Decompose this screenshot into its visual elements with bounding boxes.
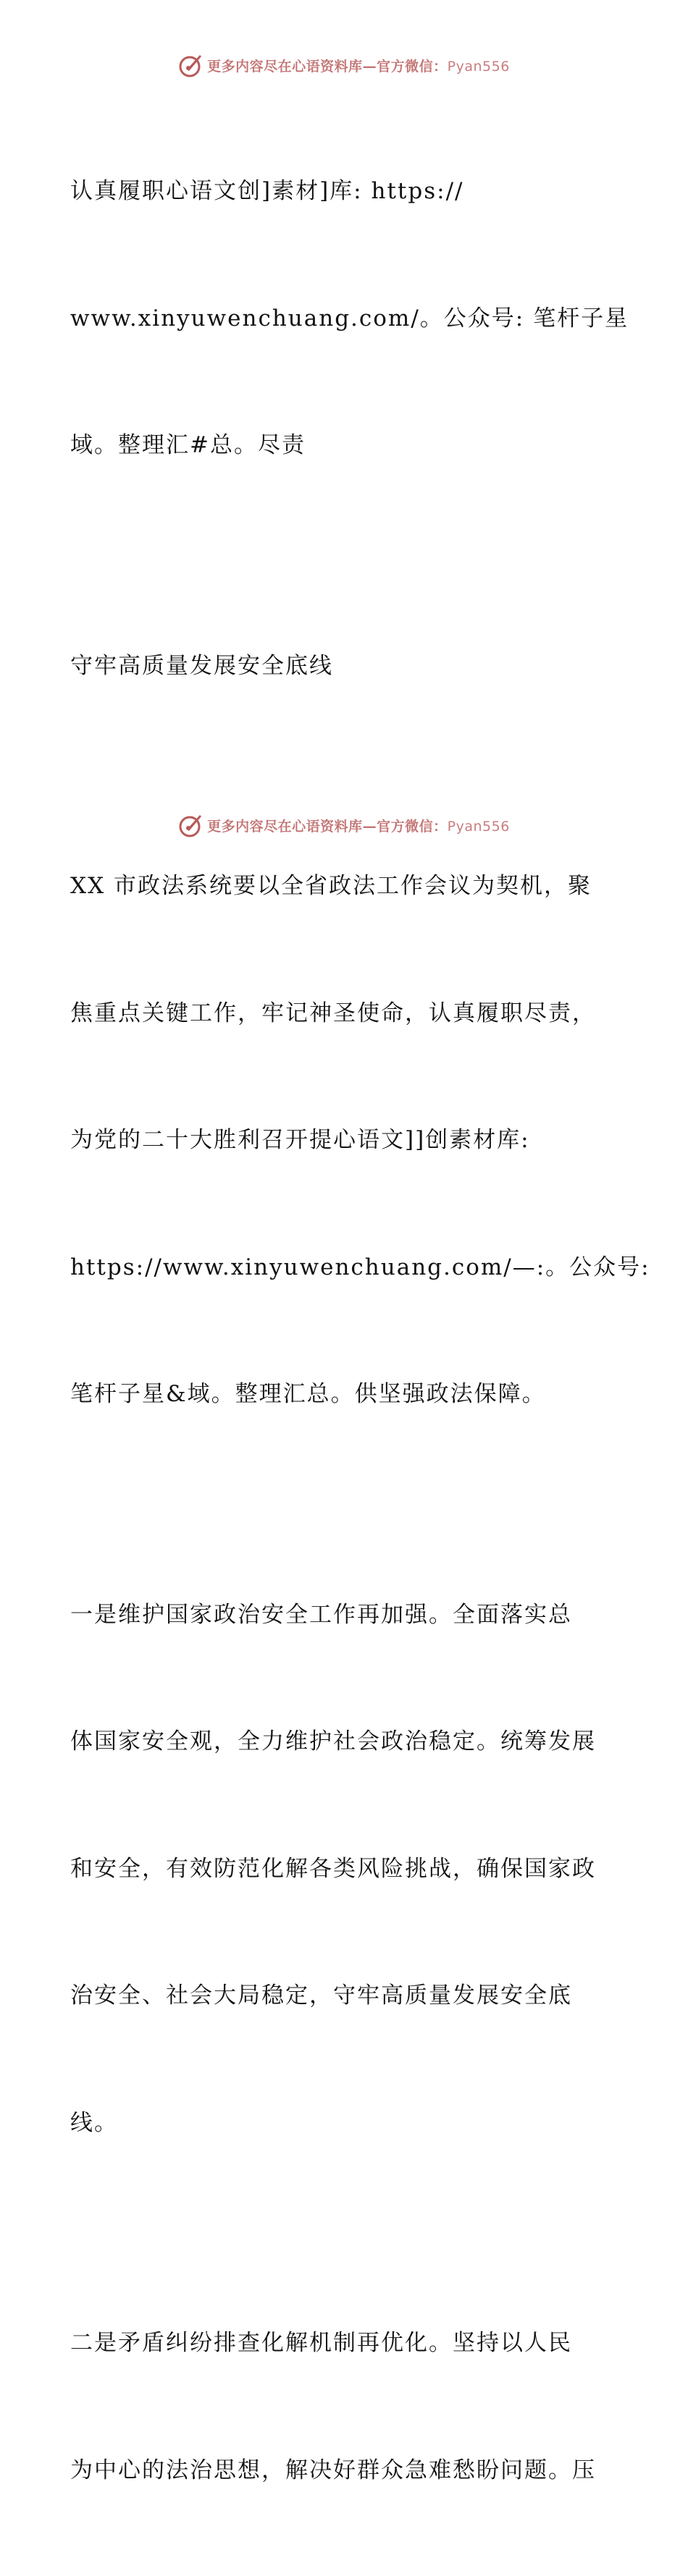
text-line: 笔杆子星&域。整理汇总。供坚强政法保障。: [70, 1381, 546, 1407]
text-line: XX 市政法系统要以全省政法工作会议为契机，聚: [70, 873, 592, 899]
text-line: 和安全，有效防范化解各类风险挑战，确保国家政: [70, 1855, 596, 1882]
text-line: 一是维护国家政治安全工作再加强。全面落实总: [70, 1601, 572, 1628]
text-line: https://www.xinyuwenchuang.com/—:。公众号:: [70, 1254, 650, 1280]
watermark-slogan: 更多内容尽在心语资料库—官方微信：: [207, 818, 448, 835]
watermark-slogan: 更多内容尽在心语资料库—官方微信：: [207, 58, 448, 75]
section-heading: [70, 560, 621, 772]
text-line: 体国家安全观，全力维护社会政治稳定。统筹发展: [70, 1728, 596, 1754]
text-line: 焦重点关键工作，牢记神圣使命，认真履职尽责，: [70, 1000, 596, 1026]
paragraph-point-two: [70, 2237, 621, 2576]
paragraph-intro: [70, 85, 629, 552]
watermark-text: [207, 56, 510, 75]
text-line: 治安全、社会大局稳定，守牢高质量发展安全底: [70, 1982, 572, 2009]
text-line: 守牢高质量发展安全底线: [70, 652, 333, 679]
text-line: 二是矛盾纠纷排查化解机制再优化。坚持以人民: [70, 2330, 572, 2356]
text-line: 为中心的法治思想，解决好群众急难愁盼问题。压: [70, 2457, 596, 2483]
quill-logo-icon: [178, 52, 204, 78]
document-body: [70, 85, 650, 2576]
header-watermark-banner: [0, 51, 688, 80]
text-line: www.xinyuwenchuang.com/。公众号: 笔杆子星: [70, 305, 629, 331]
watermark-text: [207, 816, 510, 835]
text-line: 线。: [70, 2109, 118, 2136]
text-line: 为党的二十大胜利召开提心语文]]创素材库:: [70, 1127, 530, 1153]
paragraph-point-one: [70, 1509, 621, 2229]
text-line: 域。整理汇#总。尽责: [70, 432, 306, 458]
footer-watermark-banner: [0, 811, 688, 840]
quill-logo-icon: [178, 812, 204, 838]
watermark-handle: Pyan556: [447, 818, 510, 835]
watermark-handle: Pyan556: [447, 58, 510, 75]
text-line: 认真履职心语文创]素材]库: https://: [70, 178, 464, 204]
paragraph-overview: [70, 780, 650, 1500]
